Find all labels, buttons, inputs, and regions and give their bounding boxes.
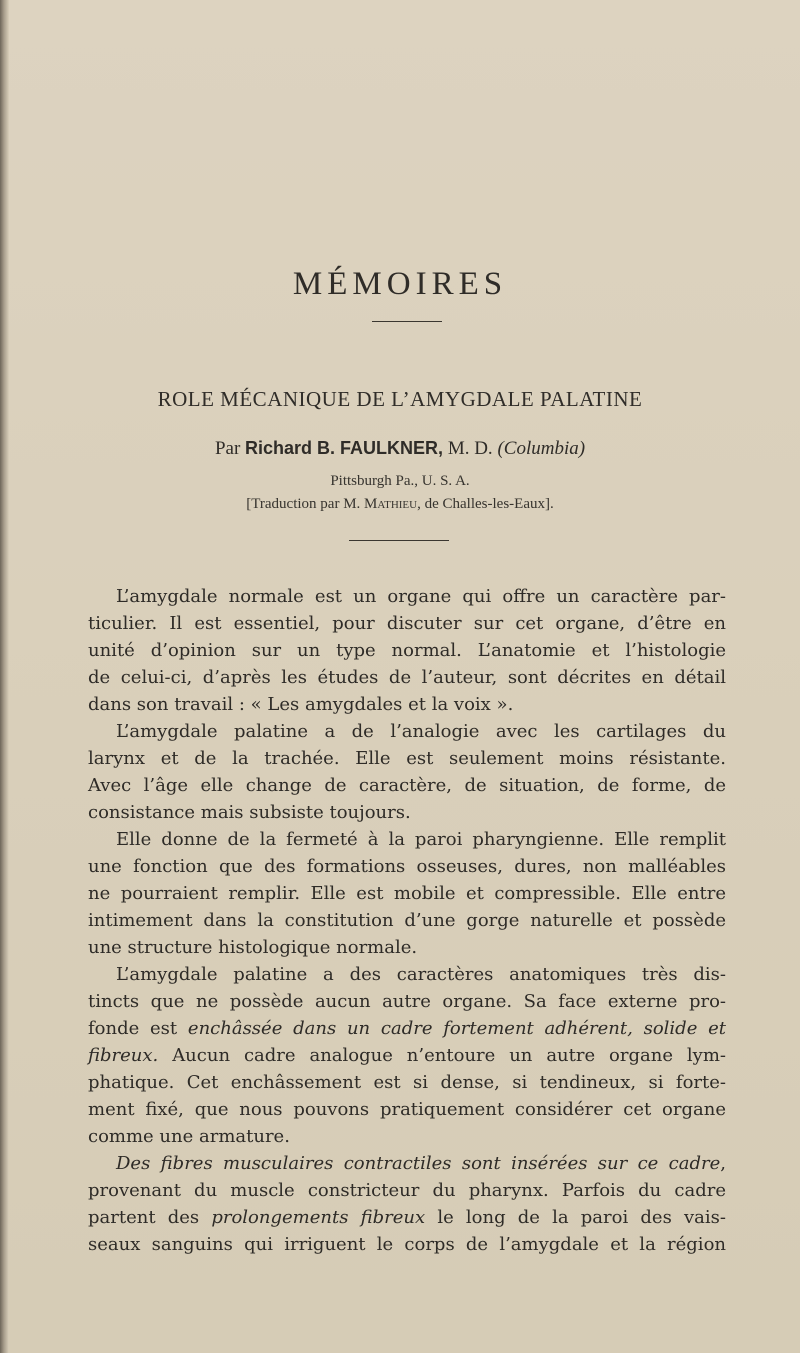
translation-prefix: [Traduction par M. [246,496,361,512]
emphasis-text: enchâssée dans un cadre fortement adhérent, solide et [187,1018,726,1039]
text-line [88,1204,726,1231]
text-line: de celui-ci, d’après les études de l’auteur, sont décrites en détail [88,667,726,688]
text-line: intimement dans la constitution d’une gorge naturelle et possède [88,910,726,931]
text-line: dans son travail : « Les amygdales et la voix ». [88,694,514,715]
emphasis-text: prolongements fibreux [211,1207,426,1228]
title-divider [349,540,449,541]
author-affiliation: (Columbia) [497,438,586,459]
text-line: consistance mais subsiste toujours. [88,802,411,823]
text-line [88,1042,726,1069]
text-line: seaux sanguins qui irriguent le corps de l’amygdale et la région [88,1234,726,1255]
author-name: Richard B. FAULKNER, [245,438,444,458]
text-fragment: partent des [88,1207,200,1228]
text-line: L’amygdale normale est un organe qui offre un caractère par- [116,586,726,607]
emphasis-text: Des fibres musculaires contractiles sont insérées sur ce cadre [116,1153,721,1174]
author-degree: M. D. [447,438,493,459]
article-title: ROLE MÉCANIQUE DE L’AMYGDALE PALATINE [157,387,643,411]
text-fragment: Aucun cadre analogue n’entoure un autre organe lym- [172,1045,726,1066]
text-line: phatique. Cet enchâssement est si dense, si tendineux, si forte- [88,1072,726,1093]
author-location: Pittsburgh Pa., U. S. A. [330,473,470,489]
article-body [88,583,726,1258]
text-line: ticulier. Il est essentiel, pour discuter sur cet organe, d’être en [88,613,726,634]
text-line: provenant du muscle constricteur du pharynx. Parfois du cadre [88,1180,726,1201]
text-line: tincts que ne possède aucun autre organe. Sa face externe pro- [88,991,726,1012]
byline-prefix: Par [214,438,241,459]
text-line: L’amygdale palatine a des caractères anatomiques très dis- [116,964,726,985]
text-line: Elle donne de la fermeté à la paroi pharyngienne. Elle remplit [116,829,726,850]
text-line: une fonction que des formations osseuses, dures, non malléables [88,856,726,877]
text-line: unité d’opinion sur un type normal. L’anatomie et l’histologie [88,640,726,661]
translation-suffix: , de Challes-les-Eaux]. [417,496,554,512]
translator-name: Mathieu [364,496,418,512]
text-line: une structure histologique normale. [88,937,418,958]
text-line: Avec l’âge elle change de caractère, de situation, de forme, de [88,775,726,796]
section-heading: MÉMOIRES [292,266,508,302]
heading-divider [372,321,442,322]
emphasis-text: fibreux. [88,1045,159,1066]
translation-note [0,496,800,513]
text-line [88,1150,726,1177]
text-line: comme une armature. [88,1126,290,1147]
text-fragment: fonde est [88,1018,178,1039]
text-line: ment fixé, que nous pouvons pratiquement considérer cet organe [88,1099,726,1120]
text-line [88,1015,726,1042]
text-fragment: le long de la paroi des vais- [437,1207,726,1228]
text-fragment: , [720,1153,726,1174]
text-line: L’amygdale palatine a de l’analogie avec les cartilages du [116,721,726,742]
page-edge-shadow [0,0,9,1353]
byline [0,438,800,460]
text-line: larynx et de la trachée. Elle est seulement moins résistante. [88,748,726,769]
text-line: ne pourraient remplir. Elle est mobile et compressible. Elle entre [88,883,726,904]
